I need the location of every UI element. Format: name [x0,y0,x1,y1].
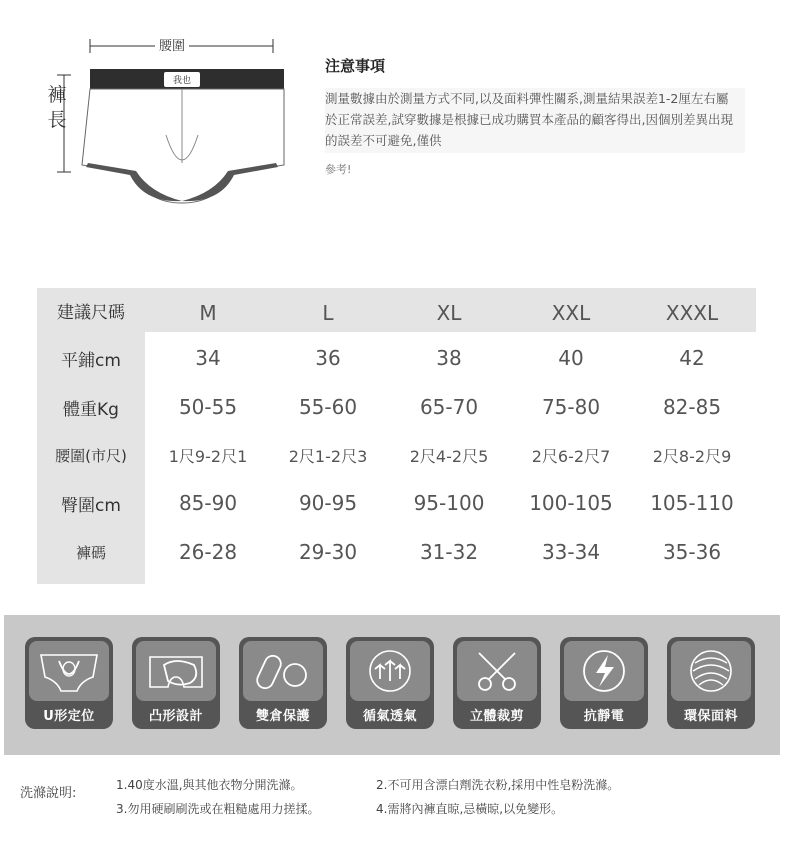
washing-item: 3.勿用硬刷刷洗或在粗糙處用力搓揉。 [116,802,320,816]
row-label-hip: 臀圍cm [61,495,121,516]
feature-band [4,615,780,755]
table-cell: 2尺8-2尺9 [652,446,732,466]
table-cell: 38 [436,346,462,370]
eco-fabric-icon [671,641,751,701]
row-label-flat-width: 平鋪cm [61,350,121,371]
dual-pouch-icon [243,641,323,701]
table-cell: 100-105 [529,491,613,515]
washing-item: 4.需將內褲直晾,忌橫晾,以免變形。 [376,802,564,816]
washing-item: 2.不可用含漂白劑洗衣粉,採用中性皂粉洗滌。 [376,778,620,792]
table-cell: 33-34 [541,540,601,564]
feature-eco-fabric [667,637,755,729]
size-header-l: L [322,301,334,325]
table-cell: 29-30 [298,540,358,564]
notice-reference: 參考! [325,163,352,176]
table-cell: 2尺4-2尺5 [409,446,489,466]
corner-label: 建議尺碼 [57,302,125,323]
washing-title: 洗滌說明: [20,786,77,801]
notice-section [325,55,745,177]
size-header-xxxl: XXXL [665,301,719,325]
table-cell: 90-95 [298,491,358,515]
boxer-outline-figure [40,25,300,225]
feature-label: U形定位 [43,708,95,724]
feature-anti-static [560,637,648,729]
table-cell: 1尺9-2尺1 [168,446,248,466]
washing-item: 1.40度水溫,與其他衣物分開洗滌。 [116,778,303,792]
table-cell: 36 [315,346,341,370]
feature-3d-cut [453,637,541,729]
feature-u-shape [25,637,113,729]
row-label-weight: 體重Kg [63,399,119,420]
washing-instructions [20,772,780,842]
waist-label: 腰圍 [155,35,189,54]
table-cell: 34 [195,346,221,370]
underwear-measurement-diagram [40,25,300,225]
table-cell: 35-36 [662,540,722,564]
brand-logo: 我也 [172,76,192,86]
notice-body: 測量數據由於測量方式不同,以及面料彈性關系,測量結果誤差1-2厘左右屬於正常誤差,試穿數據是根據已成功購買本產品的顧客得出,因個別差異出現的誤差不可避免,僅供 [325,88,745,153]
table-cell: 95-100 [413,491,485,515]
feature-pouch [132,637,220,729]
feature-dual-pouch [239,637,327,729]
table-cell: 105-110 [650,491,734,515]
table-cell: 2尺6-2尺7 [531,446,611,466]
table-cell: 65-70 [419,395,479,419]
size-header-xl: XL [436,301,462,325]
size-chart-table [37,288,756,584]
table-cell: 55-60 [298,395,358,419]
feature-label: 抗靜電 [583,708,625,724]
feature-label: 雙倉保護 [255,708,310,724]
row-label-pants-size: 褲碼 [75,543,106,562]
table-cell: 2尺1-2尺3 [288,446,368,466]
length-label: 褲長 [47,84,67,131]
row-label-waist: 腰圍(市尺) [55,446,127,465]
table-cell: 85-90 [178,491,238,515]
table-cell: 42 [679,346,705,370]
scissors-icon [457,641,537,701]
table-cell: 31-32 [419,540,479,564]
table-cell: 75-80 [541,395,601,419]
table-cell: 26-28 [178,540,238,564]
feature-label: 循氣透氣 [362,708,417,724]
breathable-icon [350,641,430,701]
feature-breathable [346,637,434,729]
anti-static-icon [564,641,644,701]
size-header-xxl: XXL [551,301,591,325]
feature-label: 環保面料 [683,708,738,724]
u-shape-icon [29,641,109,701]
pouch-icon [136,641,216,701]
feature-label: 凸形設計 [148,708,203,724]
table-cell: 40 [558,346,584,370]
feature-label: 立體裁剪 [469,708,524,724]
notice-title: 注意事項 [325,57,386,75]
table-cell: 50-55 [178,395,238,419]
table-cell: 82-85 [662,395,722,419]
size-header-m: M [199,301,217,325]
